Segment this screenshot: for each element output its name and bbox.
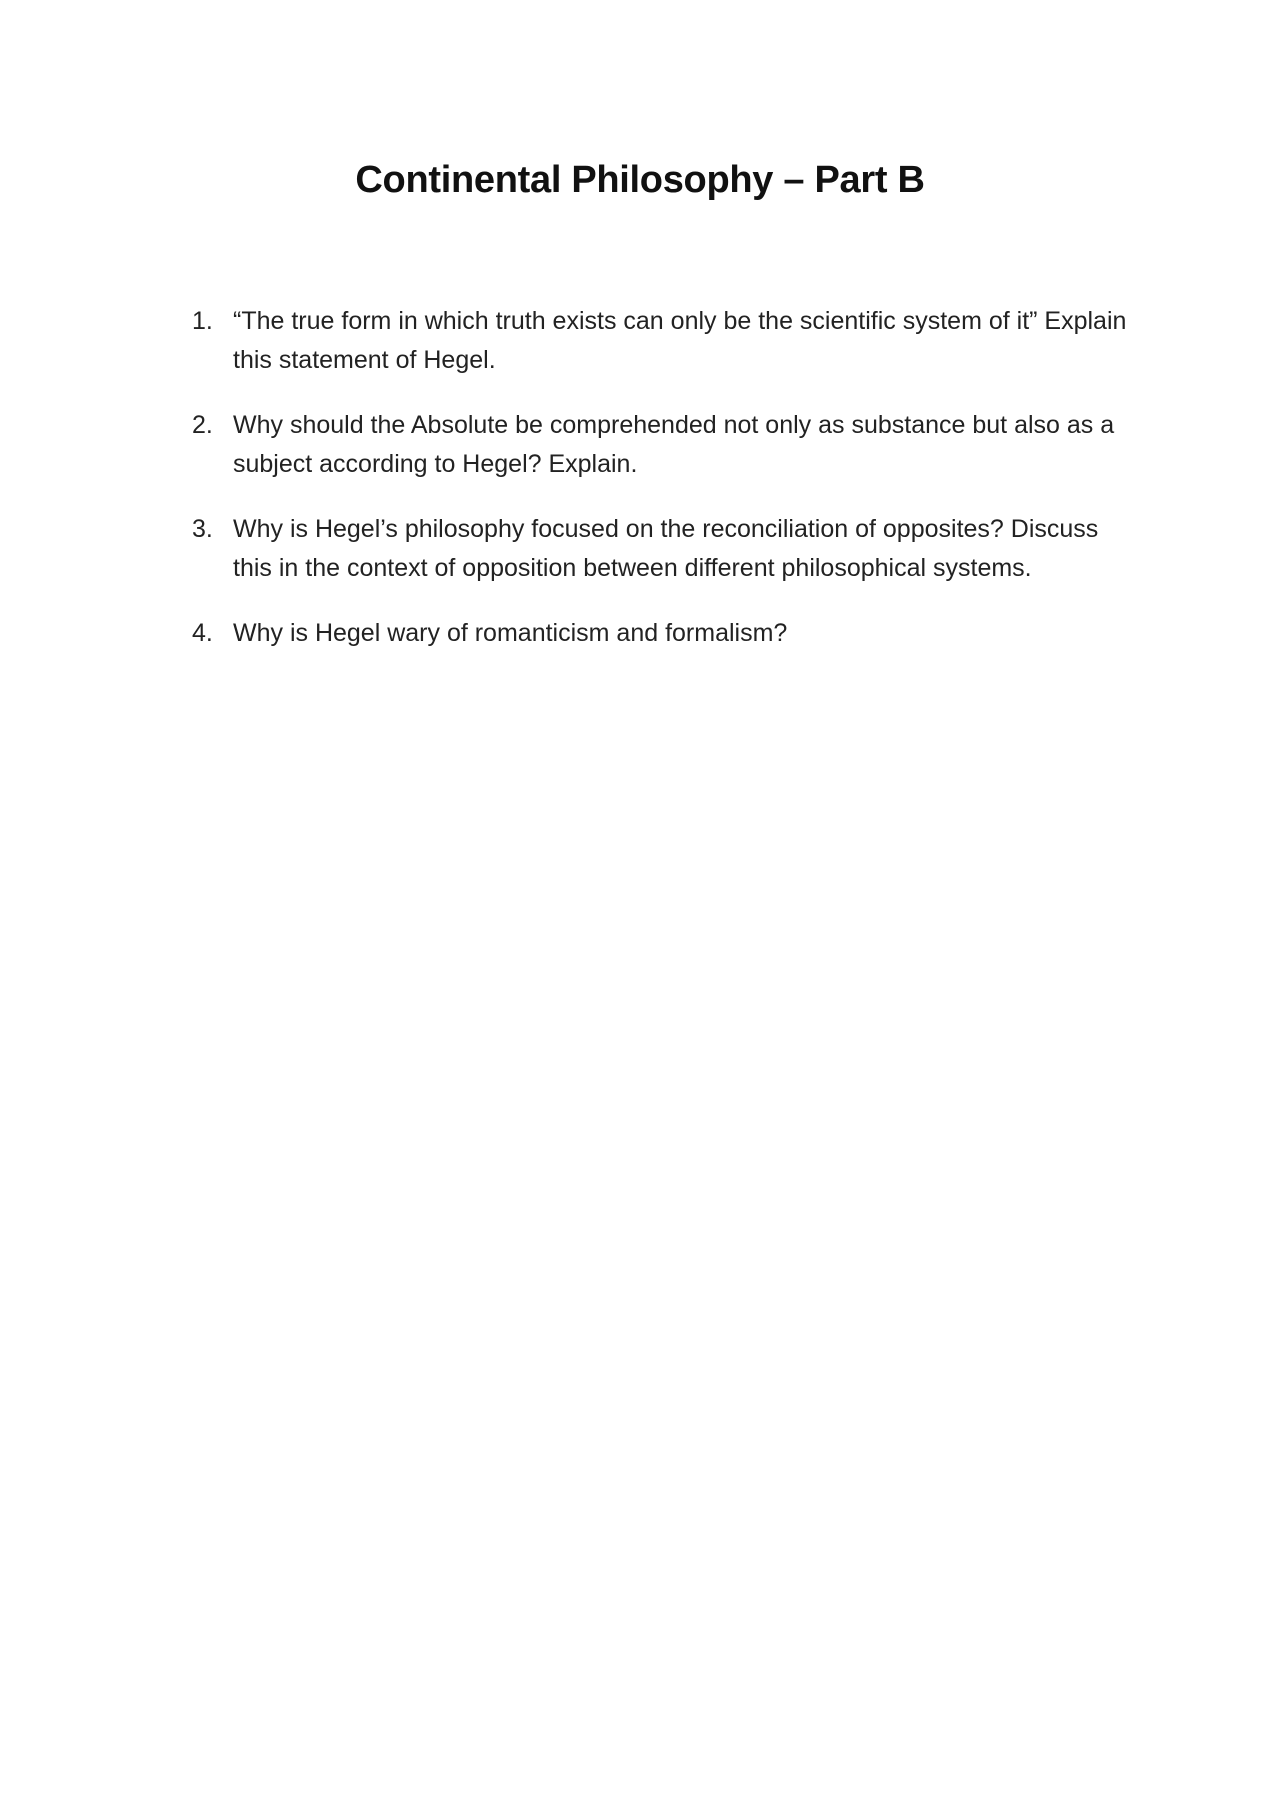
question-number: 2. <box>192 411 213 439</box>
question-text: Why is Hegel wary of romanticism and formalism? <box>233 619 788 647</box>
question-text: Why is Hegel’s philosophy focused on the reconciliation of opposites? Discuss this in the context of opposition between different philosophical systems. <box>233 515 1099 582</box>
question-text: Why should the Absolute be comprehended not only as substance but also as a subject according to Hegel? Explain. <box>233 411 1115 478</box>
question-number: 1. <box>192 307 213 335</box>
question-item <box>192 510 1142 588</box>
question-item <box>192 302 1142 380</box>
question-text: “The true form in which truth exists can only be the scientific system of it” Explain this statement of Hegel. <box>233 307 1127 374</box>
question-item <box>192 614 1142 653</box>
question-number: 4. <box>192 619 213 647</box>
page-title: Continental Philosophy – Part B <box>355 159 925 201</box>
question-number: 3. <box>192 515 213 543</box>
question-list <box>192 302 1142 679</box>
question-item <box>192 406 1142 484</box>
